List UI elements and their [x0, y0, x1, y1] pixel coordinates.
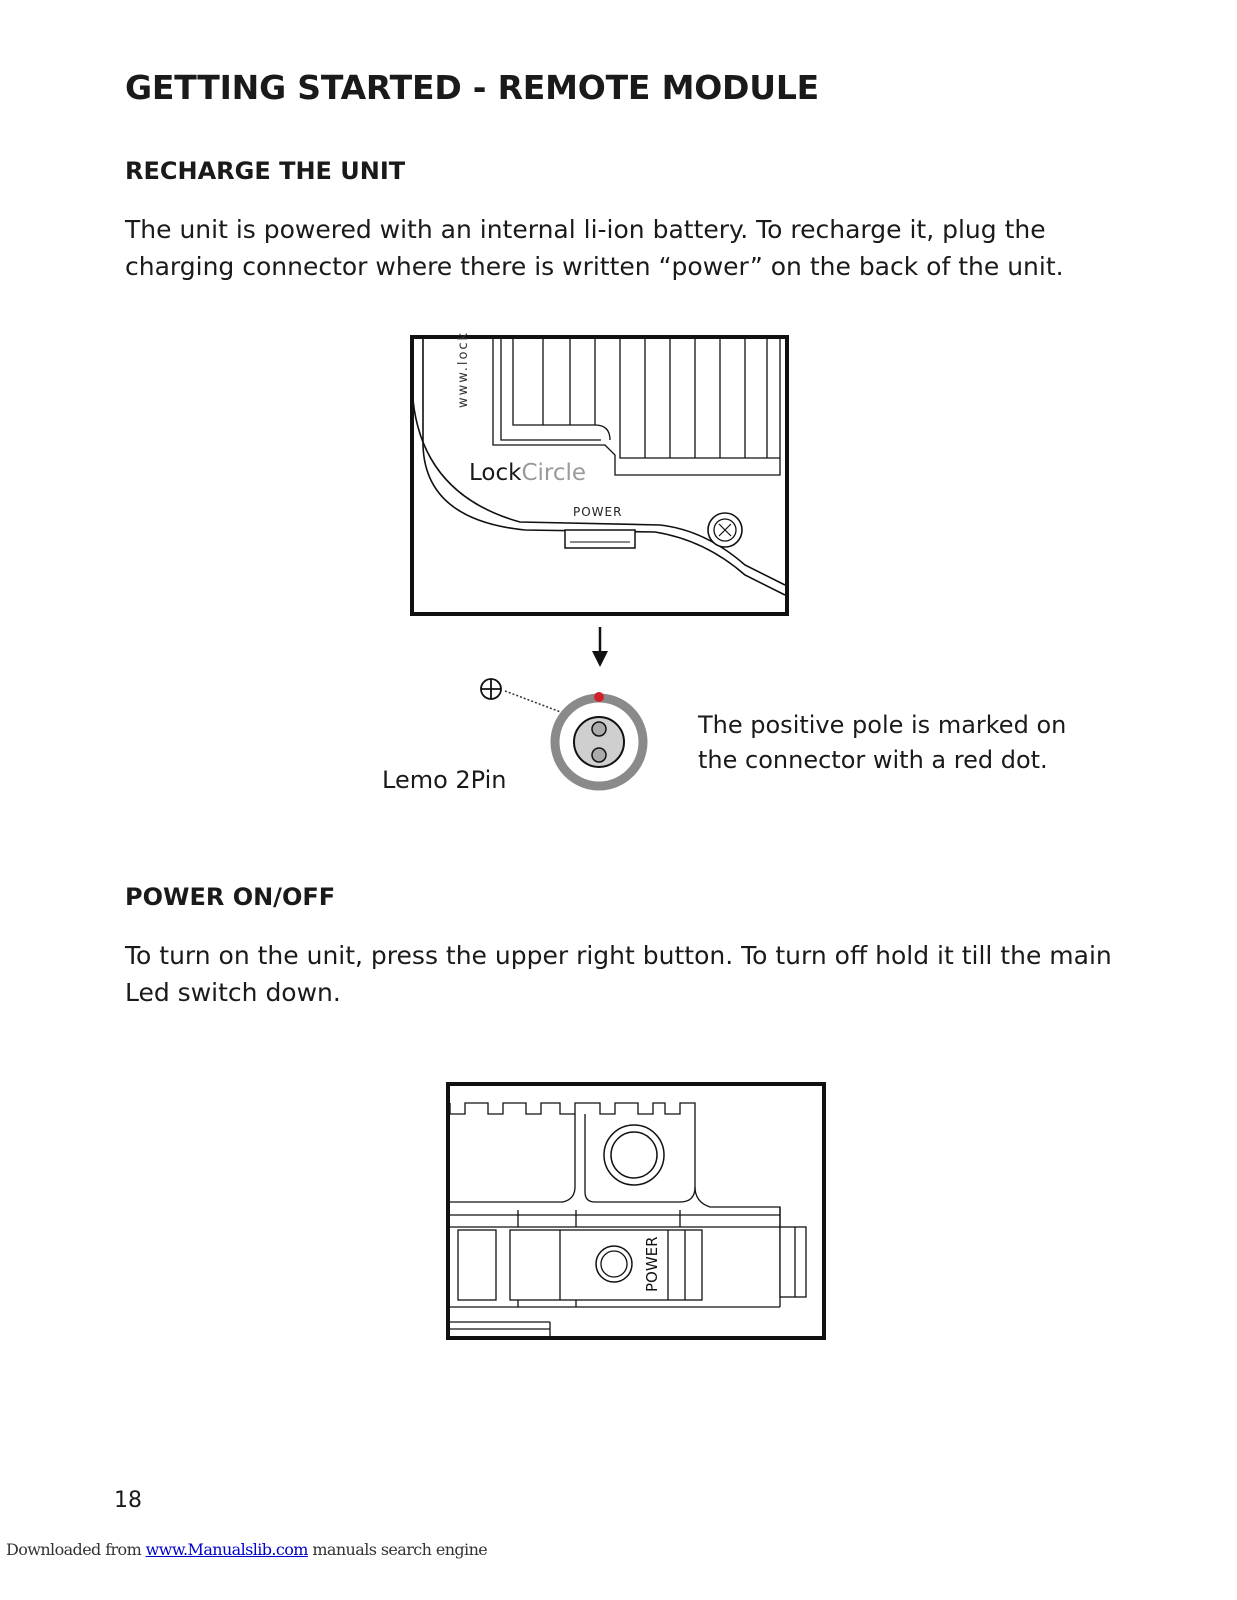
brand-logo: LockCircle — [469, 460, 587, 486]
power-text-line-1: To turn on the unit, press the upper right button. To turn off hold it till the main — [125, 941, 1112, 970]
url-text: www.lock — [456, 330, 471, 408]
section-title-recharge: RECHARGE THE UNIT — [125, 157, 406, 185]
screw-icon — [708, 513, 742, 547]
page-title: GETTING STARTED - REMOTE MODULE — [125, 68, 820, 107]
negative-pin — [592, 748, 606, 762]
down-arrow-icon — [588, 625, 612, 669]
positive-pole-note-line-1: The positive pole is marked on — [698, 711, 1067, 739]
recharge-text-line-1: The unit is powered with an internal li-ion battery. To recharge it, plug the — [125, 215, 1046, 244]
power-button-label: POWER — [643, 1236, 661, 1292]
section-title-power: POWER ON/OFF — [125, 883, 336, 911]
power-port-label: POWER — [573, 505, 623, 519]
unit-back-illustration — [405, 330, 795, 620]
red-dot-marker — [594, 692, 604, 702]
footer-suffix: manuals search engine — [307, 1540, 488, 1559]
power-button-icon — [596, 1246, 632, 1282]
unit-top-illustration — [440, 1077, 832, 1345]
positive-symbol-icon — [481, 679, 501, 699]
footer — [6, 1540, 487, 1559]
positive-pin — [592, 722, 606, 736]
page-number: 18 — [114, 1488, 142, 1513]
positive-pole-note-line-2: the connector with a red dot. — [698, 746, 1048, 774]
power-text-line-2: Led switch down. — [125, 978, 341, 1007]
recharge-text-line-2: charging connector where there is written “power” on the back of the unit. — [125, 252, 1064, 281]
footer-prefix: Downloaded from — [6, 1540, 146, 1559]
upper-button-icon — [604, 1125, 664, 1185]
power-port — [565, 530, 635, 548]
footer-link[interactable]: www.Manualslib.com — [145, 1540, 308, 1559]
connector-label: Lemo 2Pin — [382, 766, 507, 794]
